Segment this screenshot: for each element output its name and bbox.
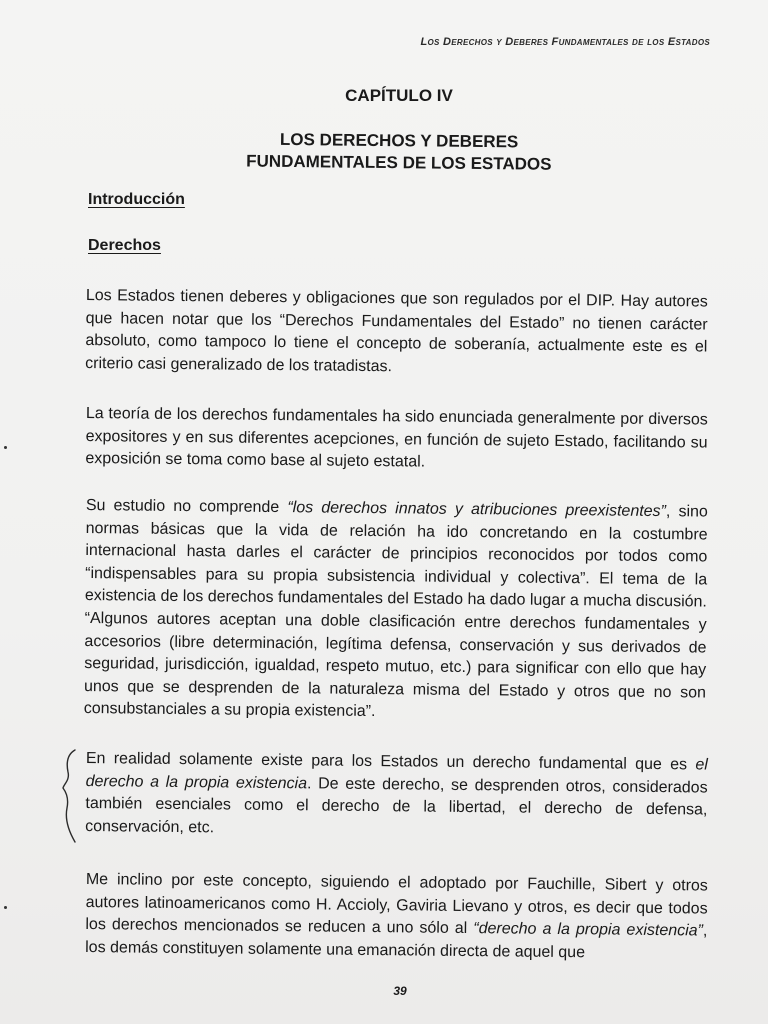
margin-speck	[4, 906, 7, 909]
margin-speck	[4, 446, 7, 449]
paragraph-3-quote: “los derechos innatos y atribuciones preexistentes”	[287, 499, 667, 521]
running-head: Los Derechos y Deberes Fundamentales de los Estados	[420, 36, 710, 48]
page-number: 39	[393, 984, 407, 998]
paragraph-5-quote: “derecho a la propia existencia”	[473, 920, 704, 940]
handwritten-bracket-mark	[60, 748, 78, 844]
paragraph-3	[84, 495, 708, 727]
paragraph-3-text-c: , sino normas básicas que la vida de relación ha ido concretando en la costumbre internacional hasta darles el carácter de principios reconocidos por todos como “indispensables para su propia subsistencia individual y colectiva”. El tema de la existencia de los derechos fundamentales del Estado ha dado lugar a mucha discusión. “Algunos autores aceptan una doble clasificación entre derechos fundamentales y accesorios (libre determinación, legítima defensa, conservación y sus derivados de seguridad, jurisdicción, igualdad, respeto mutuo, etc.) para significar con ello que hay unos que se desprenden de la naturaleza misma del Estado y otros que no son consubstanciales a su propia existencia”.	[83, 503, 708, 721]
paragraph-1: Los Estados tienen deberes y obligaciones que son regulados por el DIP. Hay autores que hacen notar que los “Derechos Fundamentales del Estado” no tienen carácter absoluto, como tampoco lo tiene el concepto de soberanía, actualmente este es el criterio casi generalizado de los tratadistas.	[85, 286, 708, 375]
paragraph-4-emphasis: el derecho a la propia existencia	[85, 756, 708, 792]
paragraph-4	[85, 748, 708, 845]
chapter-heading: CAPÍTULO IV	[345, 86, 453, 105]
chapter-title	[0, 126, 768, 178]
paragraph-4-text-a: En realidad solamente existe para los Estados un derecho fundamental que es	[85, 749, 696, 774]
paragraph-5	[85, 869, 708, 966]
chapter-title-line-2: FUNDAMENTALES DE LOS ESTADOS	[246, 151, 552, 174]
paragraph-2: La teoría de los derechos fundamentales ha sido enunciada generalmente por diversos expositores y en sus diferentes acepciones, en función de sujeto Estado, facilitando su exposición se toma como base al sujeto estatal.	[85, 404, 708, 471]
chapter-title-line-1: LOS DERECHOS Y DEBERES	[279, 129, 519, 152]
paragraph-3-text-a: Su estudio no comprende	[85, 496, 288, 517]
paragraph-5-text-a: Me inclino por este concepto, siguiendo el adoptado por Fauchille, Sibert y otros autores latinoamericanos como H. Accioly, Gaviria Lievano y otros, es decir que todos los derechos mencionados se reducen a uno sólo al	[85, 870, 708, 938]
paragraph-4-text-c: . De este derecho, se desprenden otros, considerados también esenciales como el derecho de la libertad, el derecho de defensa, conservación, etc.	[85, 774, 708, 837]
section-heading-introduccion: Introducción	[88, 191, 185, 208]
section-heading-derechos: Derechos	[88, 237, 161, 254]
paragraph-5-text-c: , los demás constituyen solamente una emanación directa de aquel que	[85, 922, 708, 962]
